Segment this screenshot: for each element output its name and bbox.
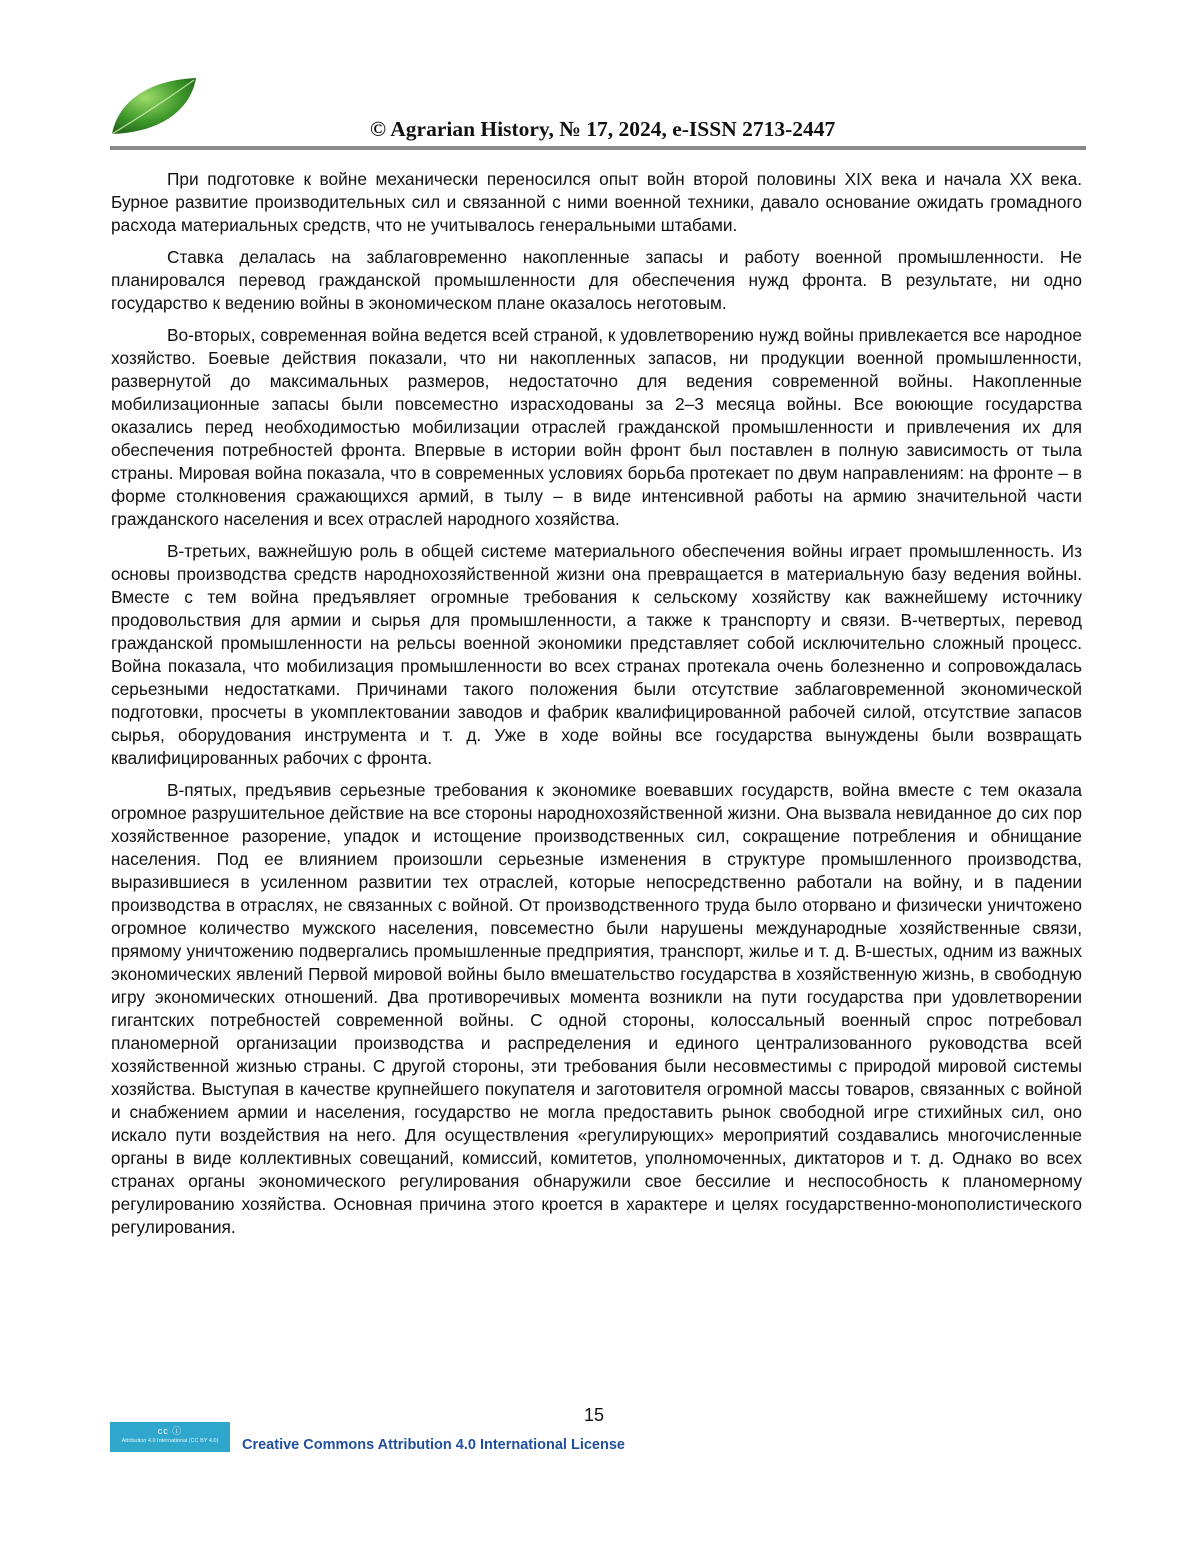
paragraph: При подготовке к войне механически переносился опыт войн второй половины XIX века и начала XX века. Бурное развитие производительных сил и связанной с ними военной техники, давало основание ожидать громадного расхода материальных средств, что не учитывалось генеральными штабами. <box>111 169 1082 235</box>
paragraph: В-третьих, важнейшую роль в общей системе материального обеспечения войны играет промышленность. Из основы производства средств народнохозяйственной жизни она превращается в материальную базу ведения войны. Вместе с тем война предъявляет огромные требования к сельскому хозяйству как важнейшему источнику продовольствия для армии и сырья для промышленности, а также к транспорту и связи. В-четвертых, перевод гражданской промышленности на рельсы военной экономики представляет собой исключительно сложный процесс. Война показала, что мобилизация промышленности во всех странах протекала очень болезненно и сопровождалась серьезными недостатками. Причинами такого положения были отсутствие заблаговременной экономической подготовки, просчеты в укомплектовании заводов и фабрик квалифицированной рабочей силой, отсутствие запасов сырья, оборудования инструмента и т. д. Уже в ходе войны все государства вынуждены были возвращать квалифицированных рабочих с фронта. <box>111 541 1082 768</box>
leaf-icon <box>108 72 200 138</box>
cc-by-icon: cc ⓘ <box>157 1426 183 1436</box>
cc-license-badge[interactable] <box>110 1422 230 1452</box>
paragraph: Во-вторых, современная война ведется всей страной, к удовлетворению нужд войны привлекается все народное хозяйство. Боевые действия показали, что ни накопленных запасов, ни продукции военной промышленности, развернутой до максимальных размеров, недостаточно для ведения современной войны. Накопленные мобилизационные запасы были повсеместно израсходованы за 2–3 месяца войны. Все воюющие государства оказались перед необходимостью мобилизации отраслей гражданской промышленности и привлечения их для обеспечения потребностей фронта. Впервые в истории войн фронт был поставлен в полную зависимость от тыла страны. Мировая война показала, что в современных условиях борьба протекает по двум направлениям: на фронте – в форме столкновения сражающихся армий, в тылу – в виде интенсивной работы на армию значительной части гражданского населения и всех отраслей народного хозяйства. <box>111 325 1082 529</box>
journal-title: © Agrarian History, № 17, 2024, e-ISSN 2713-2447 <box>370 117 836 141</box>
header-divider <box>110 146 1086 150</box>
page-number: 15 <box>584 1405 605 1425</box>
cc-badge-caption: Attribution 4.0 International (CC BY 4.0) <box>121 1438 219 1444</box>
article-body <box>111 168 1082 1248</box>
paragraph: Ставка делалась на заблаговременно накопленные запасы и работу военной промышленности. Не планировался перевод гражданской промышленности для обеспечения нужд фронта. В результате, ни одно государство к ведению войны в экономическом плане оказалось неготовым. <box>111 247 1082 313</box>
license-link[interactable]: Creative Commons Attribution 4.0 International License <box>242 1437 625 1453</box>
paragraph: В-пятых, предъявив серьезные требования к экономике воевавших государств, война вместе с тем оказала огромное разрушительное действие на все стороны народнохозяйственной жизни. Она вызвала невиданное до сих пор хозяйственное разорение, упадок и истощение производственных сил, сокращение потребления и обнищание населения. Под ее влиянием произошли серьезные изменения в структуре промышленного производства, выразившиеся в усиленном развитии тех отраслей, которые непосредственно работали на войну, и в падении производства в отраслях, не связанных с войной. От производственного труда было оторвано и физически уничтожено огромное количество мужского населения, повсеместно были нарушены международные хозяйственные связи, прямому уничтожению подвергались промышленные предприятия, транспорт, жилье и т. д. В-шестых, одним из важных экономических явлений Первой мировой войны было вмешательство государства в хозяйственную жизнь, в свободную игру экономических отношений. Два противоречивых момента возникли на пути государства при удовлетворении гигантских потребностей современной войны. С одной стороны, колоссальный военный спрос потребовал планомерной организации производства и распределения и единого централизованного руководства всей хозяйственной жизнью страны. С другой стороны, эти требования были несовместимы с природой мировой системы хозяйства. Выступая в качестве крупнейшего покупателя и заготовителя огромной массы товаров, связанных с войной и снабжением армии и населения, государство не могла предоставить рынок свободной игре стихийных сил, оно искало пути воздействия на него. Для осуществления «регулирующих» мероприятий создавались многочисленные органы в виде коллективных совещаний, комиссий, комитетов, уполномоченных, диктаторов и т. д. Однако во всех странах органы экономического регулирования обнаружили свое бессилие и неспособность к планомерному регулированию хозяйства. Основная причина этого кроется в характере и целях государственно-монополистического регулирования. <box>111 780 1082 1237</box>
